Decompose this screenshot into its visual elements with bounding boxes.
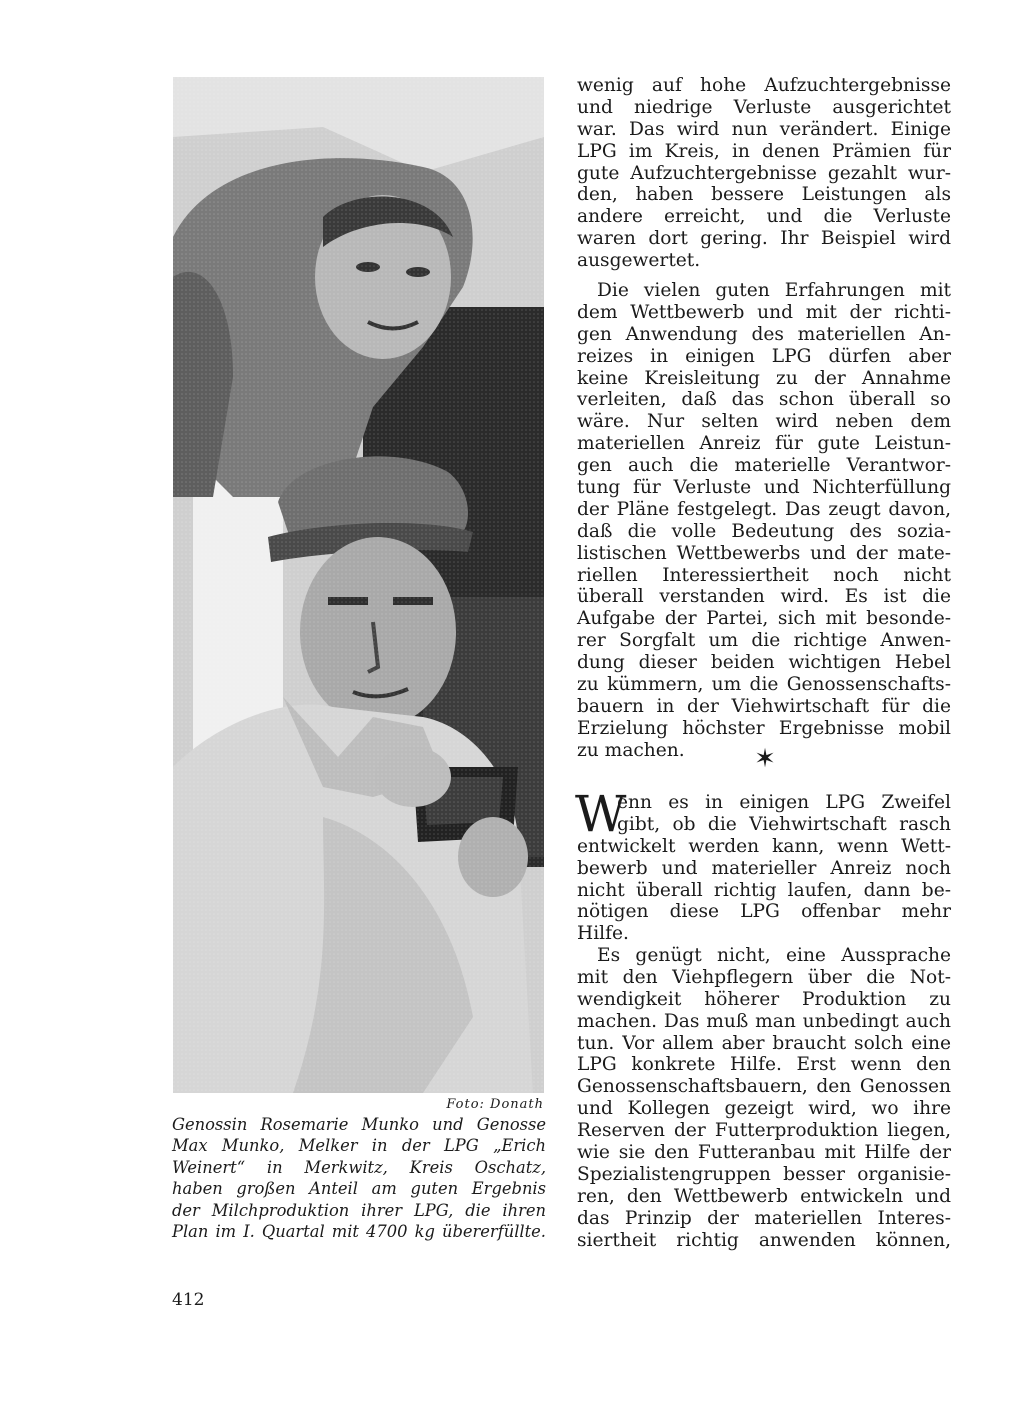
text-line: nicht überall richtig laufen, dann be- bbox=[577, 879, 951, 901]
text-line: andere erreicht, und die Verluste bbox=[577, 206, 951, 228]
text-line: tun. Vor allem aber braucht solch eine bbox=[577, 1032, 951, 1054]
text-line: ren, den Wettbewerb entwickeln und bbox=[577, 1185, 951, 1207]
photo-caption bbox=[172, 1114, 546, 1242]
section-separator-star bbox=[752, 746, 778, 772]
text-line: machen. Das muß man unbedingt auch bbox=[577, 1010, 951, 1032]
text-line: Aufgabe der Partei, sich mit besonde- bbox=[577, 608, 951, 630]
text-line: wäre. Nur selten wird neben dem bbox=[577, 411, 951, 433]
caption-line: haben großen Anteil am guten Ergebnis bbox=[172, 1179, 546, 1199]
text-line: Erzielung höchster Ergebnisse mobil bbox=[577, 717, 951, 739]
paragraph-3 bbox=[575, 785, 951, 945]
text-line: wendigkeit höherer Produktion zu bbox=[577, 988, 951, 1010]
text-line: nötigen diese LPG offenbar mehr bbox=[577, 901, 951, 923]
text-line: das Prinzip der materiellen Interes- bbox=[577, 1207, 951, 1229]
text-line: keine Kreisleitung zu der Annahme bbox=[577, 367, 951, 389]
text-line: Hilfe. bbox=[577, 923, 629, 945]
text-line: war. Das wird nun verändert. Einige bbox=[577, 118, 951, 140]
text-line: LPG im Kreis, in denen Prämien für bbox=[577, 140, 951, 162]
text-line: enn es in einigen LPG Zweifel bbox=[617, 792, 951, 813]
text-line: der Pläne festgelegt. Das zeugt davon, bbox=[577, 498, 951, 520]
photo-illustration bbox=[173, 77, 544, 1093]
text-line: bewerb und materieller Anreiz noch bbox=[577, 857, 951, 879]
text-line: materiellen Anreiz für gute Leistun- bbox=[577, 433, 951, 455]
caption-line: Max Munko, Melker in der LPG „Erich bbox=[172, 1136, 546, 1156]
photo-credit: Foto: Donath bbox=[446, 1097, 544, 1112]
text-line: Spezialistengruppen besser organisie- bbox=[577, 1163, 951, 1185]
text-line: bauern in der Viehwirtschaft für die bbox=[577, 695, 951, 717]
text-line: tung für Verluste und Nichterfüllung bbox=[577, 477, 951, 499]
text-line: gen Anwendung des materiellen An- bbox=[577, 323, 951, 345]
drop-cap: W bbox=[575, 785, 627, 843]
paragraph-2 bbox=[577, 280, 951, 762]
text-line: Die vielen guten Erfahrungen mit bbox=[597, 280, 951, 301]
text-line: dem Wettbewerb und mit der richti- bbox=[577, 301, 951, 323]
text-line: verleiten, daß das schon überall so bbox=[577, 389, 951, 411]
text-line: gibt, ob die Viehwirtschaft rasch bbox=[617, 813, 951, 835]
text-line: siertheit richtig anwenden können, bbox=[577, 1229, 951, 1251]
text-line: gute Aufzuchtergebnisse gezahlt wur- bbox=[577, 162, 951, 184]
text-line: Es genügt nicht, eine Aussprache bbox=[597, 945, 951, 966]
text-line: Reserven der Futterproduktion liegen, bbox=[577, 1120, 951, 1142]
paragraph-1 bbox=[577, 75, 951, 272]
text-line: wenig auf hohe Aufzuchtergebnisse bbox=[577, 75, 951, 96]
text-line: Genossenschaftsbauern, den Genossen bbox=[577, 1076, 951, 1098]
text-line: waren dort gering. Ihr Beispiel wird bbox=[577, 228, 951, 250]
text-line: zu kümmern, um die Genossenschafts- bbox=[577, 674, 951, 696]
text-line: mit den Viehpflegern über die Not- bbox=[577, 966, 951, 988]
text-line: riellen Interessiertheit noch nicht bbox=[577, 564, 951, 586]
separator-glyph: ✶ bbox=[754, 744, 776, 774]
photograph bbox=[173, 77, 544, 1093]
paragraph-4 bbox=[577, 945, 951, 1251]
text-line: ausgewertet. bbox=[577, 250, 701, 272]
caption-line: Plan im I. Quartal mit 4700 kg übererfüllte. bbox=[172, 1222, 546, 1242]
text-line: den, haben bessere Leistungen als bbox=[577, 184, 951, 206]
caption-line: Genossin Rosemarie Munko und Genosse bbox=[172, 1115, 546, 1134]
text-line: daß die volle Bedeutung des sozia- bbox=[577, 520, 951, 542]
caption-line: der Milchproduktion ihrer LPG, die ihren bbox=[172, 1200, 546, 1220]
text-line: reizes in einigen LPG dürfen aber bbox=[577, 345, 951, 367]
text-line: entwickelt werden kann, wenn Wett- bbox=[577, 835, 951, 857]
text-line: und Kollegen gezeigt wird, wo ihre bbox=[577, 1098, 951, 1120]
text-line: zu machen. bbox=[577, 739, 685, 761]
text-line: LPG konkrete Hilfe. Erst wenn den bbox=[577, 1054, 951, 1076]
text-line: wie sie den Futteranbau mit Hilfe der bbox=[577, 1142, 951, 1164]
text-line: listischen Wettbewerbs und der mate- bbox=[577, 542, 951, 564]
caption-line: Weinert“ in Merkwitz, Kreis Oschatz, bbox=[172, 1157, 546, 1177]
page-number: 412 bbox=[172, 1290, 205, 1310]
text-line: rer Sorgfalt um die richtige Anwen- bbox=[577, 630, 951, 652]
text-line: und niedrige Verluste ausgerichtet bbox=[577, 96, 951, 118]
text-line: dung dieser beiden wichtigen Hebel bbox=[577, 652, 951, 674]
text-line: gen auch die materielle Verantwor- bbox=[577, 455, 951, 477]
text-line: überall verstanden wird. Es ist die bbox=[577, 586, 951, 608]
